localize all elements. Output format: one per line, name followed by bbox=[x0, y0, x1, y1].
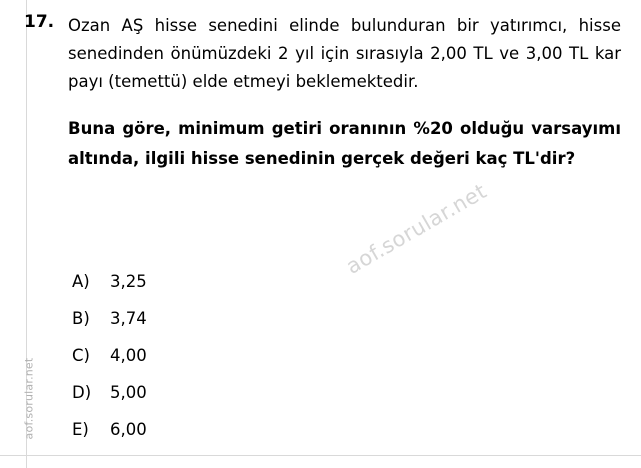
option-text: 3,74 bbox=[110, 309, 147, 328]
option-letter: B) bbox=[72, 309, 90, 328]
option-letter: D) bbox=[72, 383, 92, 402]
option-text: 6,00 bbox=[110, 420, 147, 439]
option-text: 5,00 bbox=[110, 383, 147, 402]
question-body bbox=[68, 12, 621, 174]
question-number: 17. bbox=[24, 12, 55, 32]
answer-options bbox=[72, 272, 372, 457]
question-prompt: Buna göre, minimum getiri oranının %20 olduğu varsayımı altında, ilgili hisse senedinin gerçek değeri kaç TL'dir? bbox=[68, 119, 621, 168]
option-letter: C) bbox=[72, 346, 90, 365]
option-d[interactable] bbox=[72, 383, 372, 420]
option-letter: E) bbox=[72, 420, 89, 439]
option-a[interactable] bbox=[72, 272, 372, 309]
option-text: 3,25 bbox=[110, 272, 147, 291]
option-e[interactable] bbox=[72, 420, 372, 457]
option-text: 4,00 bbox=[110, 346, 147, 365]
option-b[interactable] bbox=[72, 309, 372, 346]
diagonal-watermark: aof.sorular.net bbox=[342, 178, 491, 279]
side-watermark: aof.sorular.net bbox=[22, 357, 36, 440]
question-stem: Ozan AŞ hisse senedini elinde bulunduran bir yatırımcı, hisse senedinden önümüzdeki 2 yıl için sırasıyla 2,00 TL ve 3,00 TL kar payı (temettü) elde etmeyi beklemektedir. bbox=[68, 16, 621, 91]
option-c[interactable] bbox=[72, 346, 372, 383]
option-letter: A) bbox=[72, 272, 90, 291]
